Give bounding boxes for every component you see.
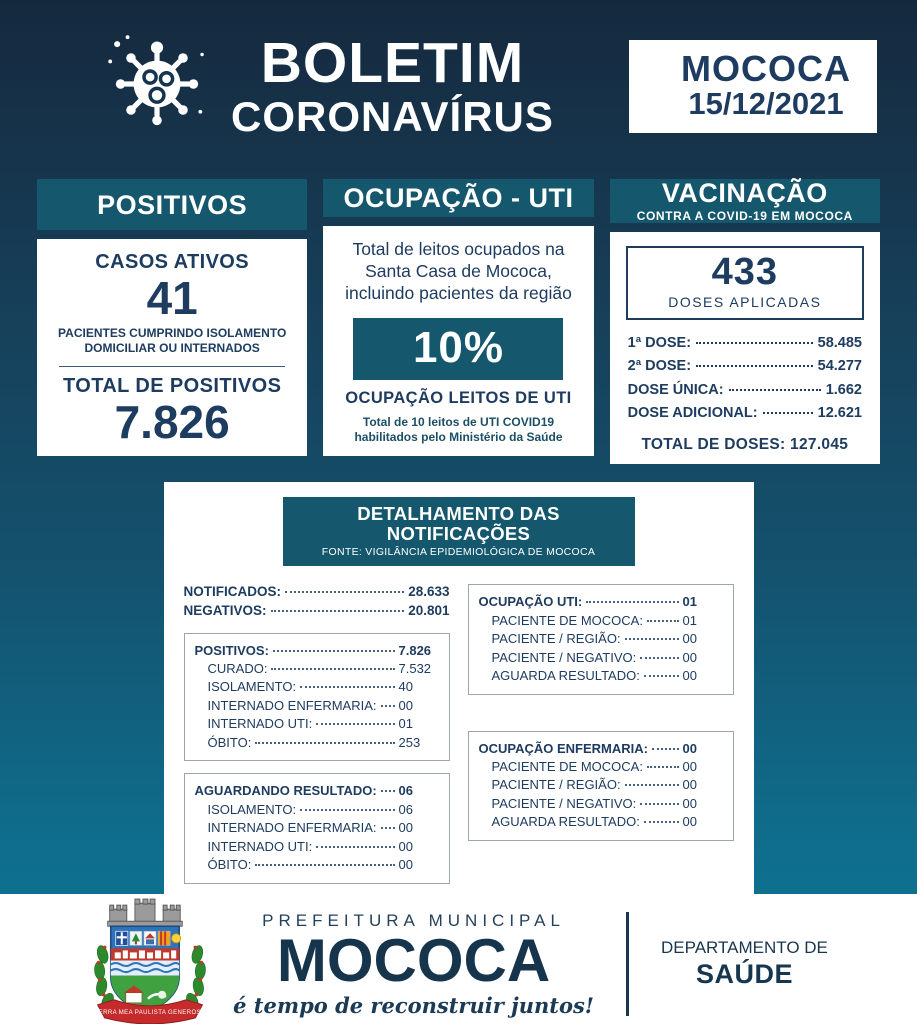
stat-row xyxy=(479,795,723,813)
group-header-row xyxy=(195,782,439,800)
stat-row xyxy=(195,715,439,733)
panel-columns xyxy=(184,582,734,883)
stat-label: CURADO: xyxy=(207,661,268,676)
title-line1: BOLETIM xyxy=(260,31,525,95)
stat-value: 01 xyxy=(398,716,413,732)
dot-leader xyxy=(285,591,404,593)
stat-value: 06 xyxy=(398,801,413,817)
stat-label: ÓBITO: xyxy=(207,857,252,873)
dose-label: DOSE ÚNICA: xyxy=(627,381,724,398)
uti-description: Total de leitos ocupados na Santa Casa de Mococa, incluindo pacientes da região xyxy=(345,238,572,304)
stat-row xyxy=(195,856,439,874)
divider xyxy=(59,366,286,367)
total-positives-value: 7.826 xyxy=(114,395,230,448)
panel-title: DETALHAMENTO DAS NOTIFICAÇÕES xyxy=(357,503,560,545)
panel-left-column xyxy=(184,582,450,883)
active-cases-value: 41 xyxy=(146,272,198,325)
stat-value: 00 xyxy=(682,795,697,811)
doses-highlight-label: DOSES APLICADAS xyxy=(668,293,822,310)
uti-footnote: Total de 10 leitos de UTI COVID19 habilitados pelo Ministério da Saúde xyxy=(354,414,563,445)
mococa-wordmark: MOCOCA xyxy=(276,927,551,995)
prefeitura-brand xyxy=(233,911,594,1019)
stat-value: 40 xyxy=(398,679,413,695)
title-line2: CORONAVÍRUS xyxy=(231,93,554,140)
dot-leader xyxy=(696,342,813,344)
stat-row xyxy=(479,667,723,685)
stat-value: 00 xyxy=(398,838,413,854)
dose-row xyxy=(628,379,862,402)
total-doses: TOTAL DE DOSES: 127.045 xyxy=(641,435,849,453)
stat-label: ÓBITO: xyxy=(207,734,252,750)
stat-row xyxy=(195,838,439,856)
stat-label: AGUARDA RESULTADO: xyxy=(491,814,640,830)
summary-label: NEGATIVOS: xyxy=(183,603,267,619)
dose-row xyxy=(628,402,862,425)
notifications-panel xyxy=(164,482,754,894)
panel-right-column xyxy=(468,582,734,883)
stat-value: 00 xyxy=(682,814,697,830)
uti-percent-label: OCUPAÇÃO LEITOS DE UTI xyxy=(345,388,572,407)
card-positivos-header xyxy=(37,179,307,230)
card-vacinacao-body xyxy=(610,232,880,464)
group-header-row xyxy=(195,642,439,660)
dot-leader xyxy=(625,638,679,640)
city-date-box xyxy=(629,40,877,132)
dot-leader xyxy=(255,864,394,866)
stat-label: INTERNADO ENFERMARIA: xyxy=(207,697,377,713)
card-vacinacao xyxy=(610,179,880,456)
footer-divider xyxy=(626,912,629,1016)
group-positivos xyxy=(184,633,450,762)
stat-value: 00 xyxy=(398,857,413,873)
dot-leader xyxy=(300,809,394,811)
department-line2: SAÚDE xyxy=(695,958,793,989)
stat-label: ISOLAMENTO: xyxy=(207,801,297,817)
stat-value: 00 xyxy=(682,631,697,647)
dose-value: 12.621 xyxy=(817,405,862,422)
active-cases-caption: PACIENTES CUMPRINDO ISOLAMENTO DOMICILIAR OU INTERNADOS xyxy=(58,325,287,355)
dot-leader xyxy=(647,766,679,768)
stat-cards xyxy=(37,179,880,456)
stat-label: PACIENTE / REGIÃO: xyxy=(491,631,621,647)
stat-row xyxy=(195,801,439,819)
dot-leader xyxy=(586,601,678,603)
stat-label: PACIENTE / REGIÃO: xyxy=(491,777,621,793)
stat-row xyxy=(479,630,723,648)
dot-leader xyxy=(271,610,405,612)
dot-leader xyxy=(652,748,679,750)
stat-row xyxy=(195,697,439,715)
doses-highlight-value: 433 xyxy=(711,250,779,293)
dot-leader xyxy=(271,668,394,670)
group-value: 01 xyxy=(682,594,697,610)
total-positives-label: TOTAL DE POSITIVOS xyxy=(62,374,282,397)
panel-source: FONTE: VIGILÂNCIA EPIDEMIOLÓGICA DE MOCOCA xyxy=(321,545,596,558)
panel-header xyxy=(283,497,635,566)
dot-leader xyxy=(644,675,679,677)
group-header-row xyxy=(479,740,723,758)
dot-leader xyxy=(640,657,678,659)
city-name: MOCOCA xyxy=(681,48,851,90)
group-header-row xyxy=(479,593,723,611)
dose-value: 54.277 xyxy=(817,358,862,375)
doses-highlight-box xyxy=(626,246,864,320)
dot-leader xyxy=(300,686,394,688)
group-label: AGUARDANDO RESULTADO: xyxy=(194,783,377,799)
uti-percent-value: 10% xyxy=(412,322,505,372)
stat-row xyxy=(195,819,439,837)
dot-leader xyxy=(644,821,679,823)
stat-row xyxy=(195,734,439,752)
dose-list xyxy=(628,332,862,426)
stat-label: INTERNADO ENFERMARIA: xyxy=(207,820,377,836)
card-vacinacao-subtitle: CONTRA A COVID-19 EM MOCOCA xyxy=(636,209,853,224)
group-aguardando xyxy=(184,773,450,883)
dot-leader xyxy=(316,723,394,725)
uti-percent-box xyxy=(353,318,563,380)
dot-leader xyxy=(273,650,395,652)
group-value: 7.826 xyxy=(398,642,432,658)
brand-tagline: é tempo de reconstruir juntos! xyxy=(233,993,594,1019)
stat-label: ISOLAMENTO: xyxy=(207,679,297,695)
department-line1: DEPARTAMENTO DE xyxy=(661,937,828,957)
dot-leader xyxy=(381,705,395,707)
dot-leader xyxy=(381,827,395,829)
stat-value: 00 xyxy=(682,668,697,684)
header xyxy=(0,0,917,143)
summary-label: NOTIFICADOS: xyxy=(183,584,281,600)
virus-icon xyxy=(105,30,209,143)
group-value: 00 xyxy=(682,740,697,756)
stat-value: 00 xyxy=(682,649,697,665)
stat-value: 00 xyxy=(682,777,697,793)
stat-row xyxy=(195,678,439,696)
stat-label: PACIENTE / NEGATIVO: xyxy=(491,649,637,665)
stat-value: 00 xyxy=(398,820,413,836)
dot-leader xyxy=(696,365,813,367)
group-label: OCUPAÇÃO UTI: xyxy=(478,594,583,610)
dot-leader xyxy=(625,784,679,786)
coat-ribbon-text: TERRA MEA PAULISTA GENEROSA xyxy=(94,1009,206,1016)
card-vacinacao-title: VACINAÇÃO xyxy=(661,178,828,208)
footer xyxy=(0,894,917,1024)
active-cases-label: CASOS ATIVOS xyxy=(95,251,250,274)
summary-row xyxy=(184,582,450,601)
dot-leader xyxy=(381,790,395,792)
stat-value: 253 xyxy=(398,734,421,750)
mococa-coat-of-arms xyxy=(89,894,211,1024)
stat-row xyxy=(479,776,723,794)
dose-label: DOSE ADICIONAL: xyxy=(627,405,758,422)
card-uti-body xyxy=(323,226,593,456)
stat-value: 00 xyxy=(682,758,697,774)
dose-value: 1.662 xyxy=(825,381,862,398)
dot-leader xyxy=(729,389,821,391)
dot-leader xyxy=(640,803,678,805)
stat-value: 01 xyxy=(682,612,697,628)
summary-value: 28.633 xyxy=(408,584,450,600)
dose-label: 1ª DOSE: xyxy=(627,334,692,351)
stat-row xyxy=(479,758,723,776)
card-positivos-body xyxy=(37,239,307,456)
summary-row xyxy=(184,601,450,620)
group-label: OCUPAÇÃO ENFERMARIA: xyxy=(478,740,648,756)
bulletin-title xyxy=(231,31,554,140)
card-uti-title: OCUPAÇÃO - UTI xyxy=(343,182,574,213)
card-positivos xyxy=(37,179,307,456)
dose-value: 58.485 xyxy=(817,334,862,351)
stat-label: INTERNADO UTI: xyxy=(207,838,313,854)
prefeitura-line: PREFEITURA MUNICIPAL xyxy=(262,911,565,931)
group-value: 06 xyxy=(398,783,413,799)
dot-leader xyxy=(763,412,813,414)
stat-row xyxy=(479,612,723,630)
group-ocupacao-enfermaria xyxy=(468,731,734,841)
stat-label: PACIENTE DE MOCOCA: xyxy=(491,612,643,628)
card-uti-header xyxy=(323,179,593,217)
group-ocupacao-uti xyxy=(468,584,734,694)
bulletin-date: 15/12/2021 xyxy=(688,86,844,122)
dose-label: 2ª DOSE: xyxy=(627,358,692,375)
stat-row xyxy=(195,660,439,678)
stat-value: 7.532 xyxy=(398,661,432,676)
dot-leader xyxy=(316,846,394,848)
card-positivos-title: POSITIVOS xyxy=(97,189,248,220)
summary-value: 20.801 xyxy=(408,603,450,619)
department-block xyxy=(661,939,828,989)
stat-label: PACIENTE / NEGATIVO: xyxy=(491,795,637,811)
dose-row xyxy=(628,332,862,355)
dot-leader xyxy=(647,620,679,622)
stat-label: PACIENTE DE MOCOCA: xyxy=(491,758,643,774)
card-uti xyxy=(323,179,593,456)
stat-value: 00 xyxy=(398,697,413,713)
stat-label: INTERNADO UTI: xyxy=(207,716,313,732)
card-vacinacao-header xyxy=(610,179,880,223)
stat-label: AGUARDA RESULTADO: xyxy=(491,668,640,684)
stat-row xyxy=(479,813,723,831)
dose-row xyxy=(628,355,862,378)
dot-leader xyxy=(255,742,394,744)
stat-row xyxy=(479,649,723,667)
group-label: POSITIVOS: xyxy=(194,642,269,658)
